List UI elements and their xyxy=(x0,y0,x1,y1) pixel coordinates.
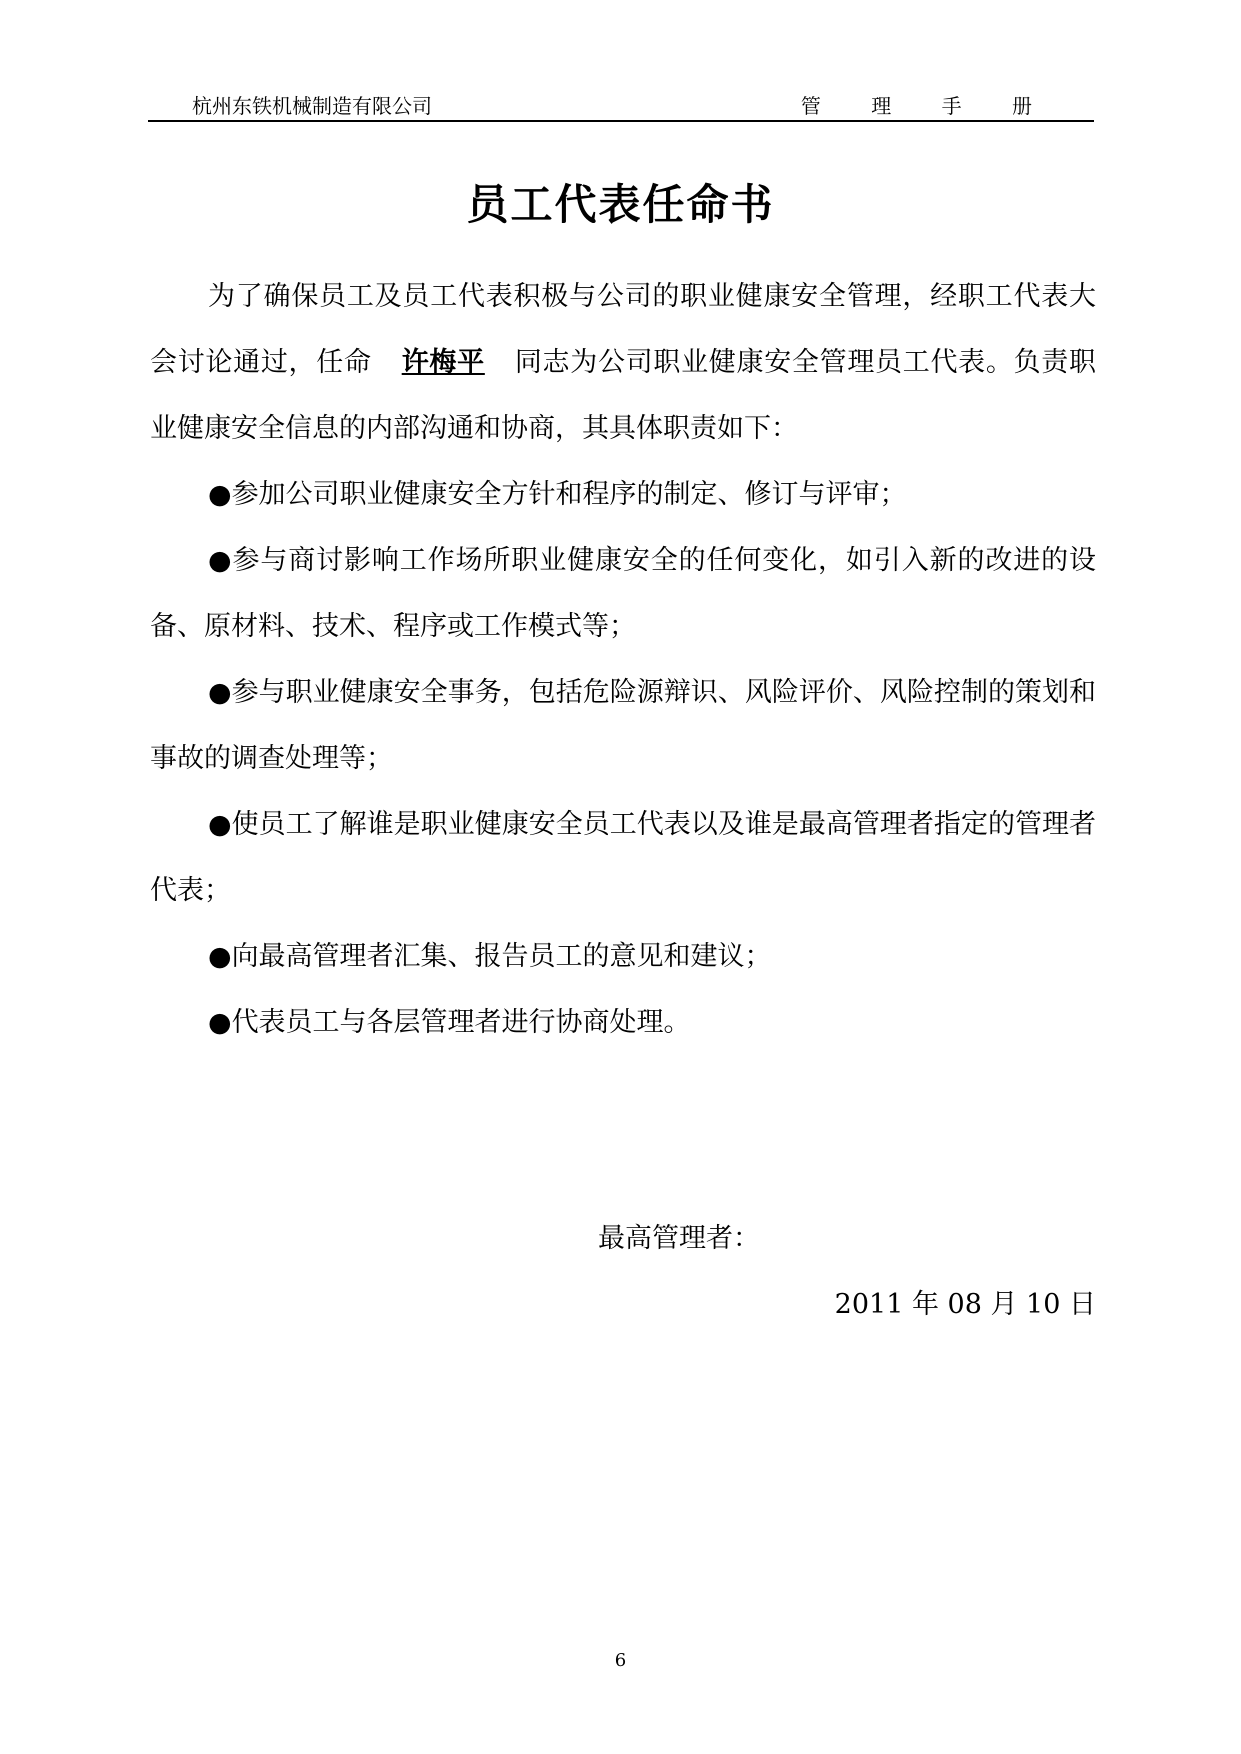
signature-label: 最高管理者： xyxy=(598,1223,760,1254)
bullet-icon: ● xyxy=(208,545,233,576)
intro-after: 同志为公司职业健康安全管理员工代表。负责职业健康安全信息的内部沟通和协商，其具体职责如下： xyxy=(150,347,1097,444)
duty-text: 参加公司职业健康安全方针和程序的制定、修订与评审； xyxy=(231,479,907,510)
duty-text: 使员工了解谁是职业健康安全员工代表以及谁是最高管理者指定的管理者代表； xyxy=(150,809,1097,906)
bullet-icon: ● xyxy=(208,1007,232,1038)
document-title: 员工代表任命书 xyxy=(466,180,775,229)
appointee-name: 许梅平 xyxy=(401,347,485,378)
duty-item xyxy=(150,924,1096,990)
intro-paragraph xyxy=(150,264,1096,462)
bullet-icon: ● xyxy=(208,809,232,840)
duty-item xyxy=(150,990,1096,1056)
duty-text: 代表员工与各层管理者进行协商处理。 xyxy=(231,1007,691,1038)
manual-title: 管 理 手 册 xyxy=(800,94,1054,118)
page-header xyxy=(148,86,1094,122)
duty-text: 参与商讨影响工作场所职业健康安全的任何变化，如引入新的改进的设备、原材料、技术、程序或工作模式等； xyxy=(150,545,1097,642)
duty-item xyxy=(150,660,1096,792)
page-number: 6 xyxy=(614,1650,627,1671)
bullet-icon: ● xyxy=(208,677,232,708)
duty-item xyxy=(150,462,1096,528)
signature-date: 2011 年 08 月 10 日 xyxy=(834,1289,1096,1320)
bullet-icon: ● xyxy=(208,941,232,972)
intro-before: 为了确保员工及员工代表积极与公司的职业健康安全管理，经职工代表大会讨论通过，任命 xyxy=(150,281,1096,378)
duty-text: 向最高管理者汇集、报告员工的意见和建议； xyxy=(231,941,772,972)
document-body xyxy=(150,264,1096,1056)
duty-text: 参与职业健康安全事务，包括危险源辩识、风险评价、风险控制的策划和事故的调查处理等； xyxy=(150,677,1097,774)
duty-item xyxy=(150,528,1096,660)
bullet-icon: ● xyxy=(208,479,232,510)
duty-item xyxy=(150,792,1096,924)
company-name: 杭州东铁机械制造有限公司 xyxy=(192,94,432,118)
